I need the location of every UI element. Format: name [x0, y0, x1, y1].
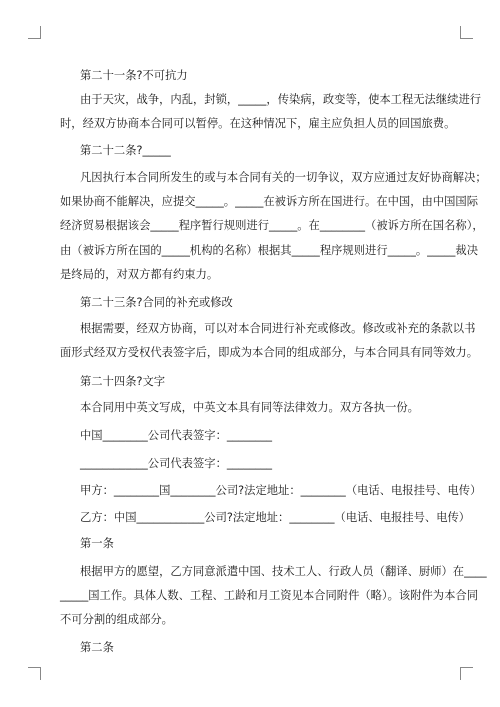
signature-line-china: 中国________公司代表签字：________	[80, 429, 273, 442]
signature-line-company: ____________公司代表签字：________	[80, 457, 273, 470]
heading-article-24: 第二十四条?文字	[80, 375, 166, 388]
paragraph-line: 本合同用中英文写成，中英文本具有同等法律效力。双方各执一份。	[80, 401, 419, 414]
crop-mark-bottom-right	[460, 667, 473, 680]
heading-article-1: 第一条	[80, 537, 114, 550]
heading-article-23: 第二十三条?合同的补充或修改	[80, 296, 233, 309]
paragraph-line: 时，经双方协商本合同可以暂停。在这种情况下，雇主应负担人员的回国旅费。	[60, 117, 456, 130]
paragraph-line: 由于天灾，战争，内乱，封锁，_____，传染病，政变等，使本工程无法继续进行	[80, 93, 482, 106]
crop-mark-top-left	[28, 26, 41, 39]
paragraph-line: _____国工作。具体人数、工程、工龄和月工资见本合同附件（略）。该附件为本合同	[60, 589, 478, 602]
paragraph-line: 面形式经双方受权代表签字后，即成为本合同的组成部分，与本合同具有同等效力。	[60, 346, 478, 359]
paragraph-line: 如果协商不能解决，应提交_____。_____在被诉方所在国进行。在中国，由中国国际	[60, 195, 478, 208]
crop-mark-bottom-left	[28, 667, 41, 680]
paragraph-line: 根据甲方的愿望，乙方同意派遣中国、技术工人、行政人员（翻译、厨师）在____	[80, 565, 487, 578]
paragraph-line: 经济贸易根据该会_____程序暂行规则进行_____。在________（被诉方所在国名称），	[60, 219, 484, 232]
party-b-line: 乙方：中国____________公司?法定地址：________（电话、电报挂号、电传）	[80, 511, 471, 524]
party-a-line: 甲方：________国________公司?法定地址：________（电话、电报挂号、电传）	[80, 484, 482, 497]
heading-article-21: 第二十一条?不可抗力	[80, 69, 188, 82]
crop-mark-top-right	[460, 26, 473, 39]
paragraph-line: 由（被诉方所在国的_____机构的名称）根据其_____程序规则进行_____。_____裁决	[60, 244, 478, 257]
paragraph-line: 不可分割的组成部分。	[60, 613, 173, 626]
paragraph-line: 根据需要，经双方协商，可以对本合同进行补充或修改。修改或补充的条款以书	[80, 322, 476, 335]
heading-article-22: 第二十二条?_____	[80, 144, 171, 157]
heading-article-2: 第二条	[80, 641, 114, 654]
paragraph-line: 是终局的，对双方都有约束力。	[60, 268, 219, 281]
paragraph-line: 凡因执行本合同所发生的或与本合同有关的一切争议，双方应通过友好协商解决；	[80, 171, 487, 184]
